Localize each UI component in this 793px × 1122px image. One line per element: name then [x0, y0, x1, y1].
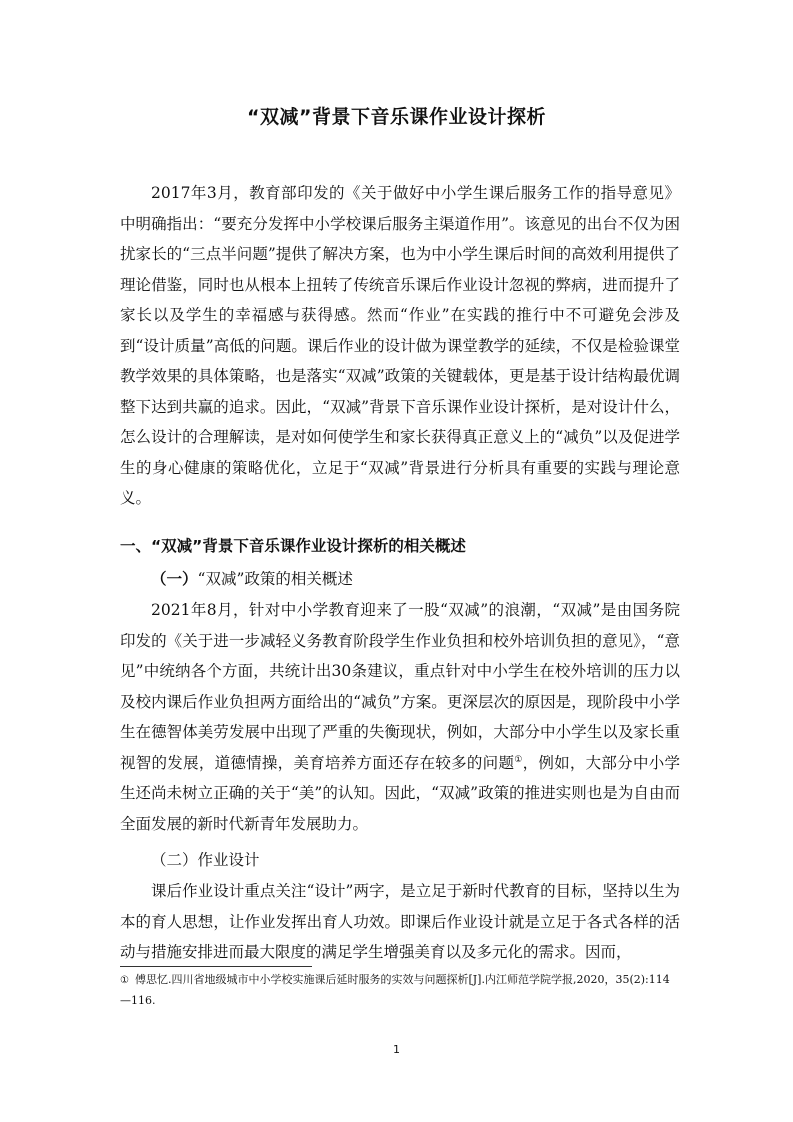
policy-text-part-2: ，例如，大部分中小学生还尚未树立正确的关于“美”的认知。因此，“双减”政策的推进实则也是为自由而全面发展的新时代新青年发展助力。: [120, 753, 680, 833]
page-number: 1: [393, 1043, 400, 1056]
document-title: “双减”背景下音乐课作业设计探析: [247, 106, 546, 128]
intro-paragraph: 2017年3月，教育部印发的《关于做好中小学生课后服务工作的指导意见》中明确指出：“要充分发挥中小学校课后服务主渠道作用”。该意见的出台不仅为困扰家长的“三点半问题”提供了解决方案，也为中小学生课后时间的高效利用提供了理论借鉴，同时也从根本上扭转了传统音乐课后作业设计忽视的弊病，进而提升了家长以及学生的幸福感与获得感。然而“作业”在实践的推行中不可避免会涉及到“设计质量”高低的问题。课后作业的设计做为课堂教学的延续，不仅是检验课堂教学效果的具体策略，也是落实“双减”政策的关键载体，更是基于设计结构最优调整下达到共赢的追求。因此，“双减”背景下音乐课作业设计探析，是对设计什么，怎么设计的合理解读，是对如何使学生和家长获得真正意义上的“减负”以及促进学生的身心健康的策略优化，立足于“双减”背景进行分析具有重要的实践与理论意义。: [120, 184, 680, 507]
footnote-divider: [120, 966, 312, 967]
footnote-text: 傅思忆.四川省地级城市中小学校实施课后延时服务的实效与问题探析[J].内江师范学院学报,2020，35(2):114—116.: [120, 973, 670, 1007]
footnote: [120, 970, 680, 1011]
footnote-reference[interactable]: ①: [514, 754, 523, 765]
policy-text-part-1: 2021年8月，针对中小学教育迎来了一股“双减”的浪潮，“双减”是由国务院印发的《关于进一步减轻义务教育阶段学生作业负担和校外培训负担的意见》，“意见”中统纳各个方面，共统计出30条建议，重点针对中小学生在校外培训的压力以及校内课后作业负担两方面给出的“减负”方案。更深层次的原因是，现阶段中小学生在德智体美劳发展中出现了严重的失衡现状，例如，大部分中小学生以及家长重视智的发展，道德情操，美育培养方面还存在较多的问题: [120, 601, 680, 772]
footnote-mark: ①: [120, 975, 129, 986]
section-heading-1: 一、“双减”背景下音乐课作业设计探析的相关概述: [120, 537, 466, 555]
subsection-heading-1: [151, 564, 671, 594]
policy-paragraph: [120, 595, 680, 839]
subsection-heading-2: （二）作业设计: [151, 851, 260, 869]
homework-design-paragraph: 课后作业设计重点关注“设计”两字，是立足于新时代教育的目标，坚持以生为本的育人思想，让作业发挥出育人功效。即课后作业设计就是立足于各式各样的活动与措施安排进而最大限度的满足学生增强美育以及多元化的需求。因而，: [120, 882, 680, 961]
subsection-title: “双减”政策的相关概述: [197, 570, 353, 588]
subsection-number: （一）: [151, 570, 198, 588]
